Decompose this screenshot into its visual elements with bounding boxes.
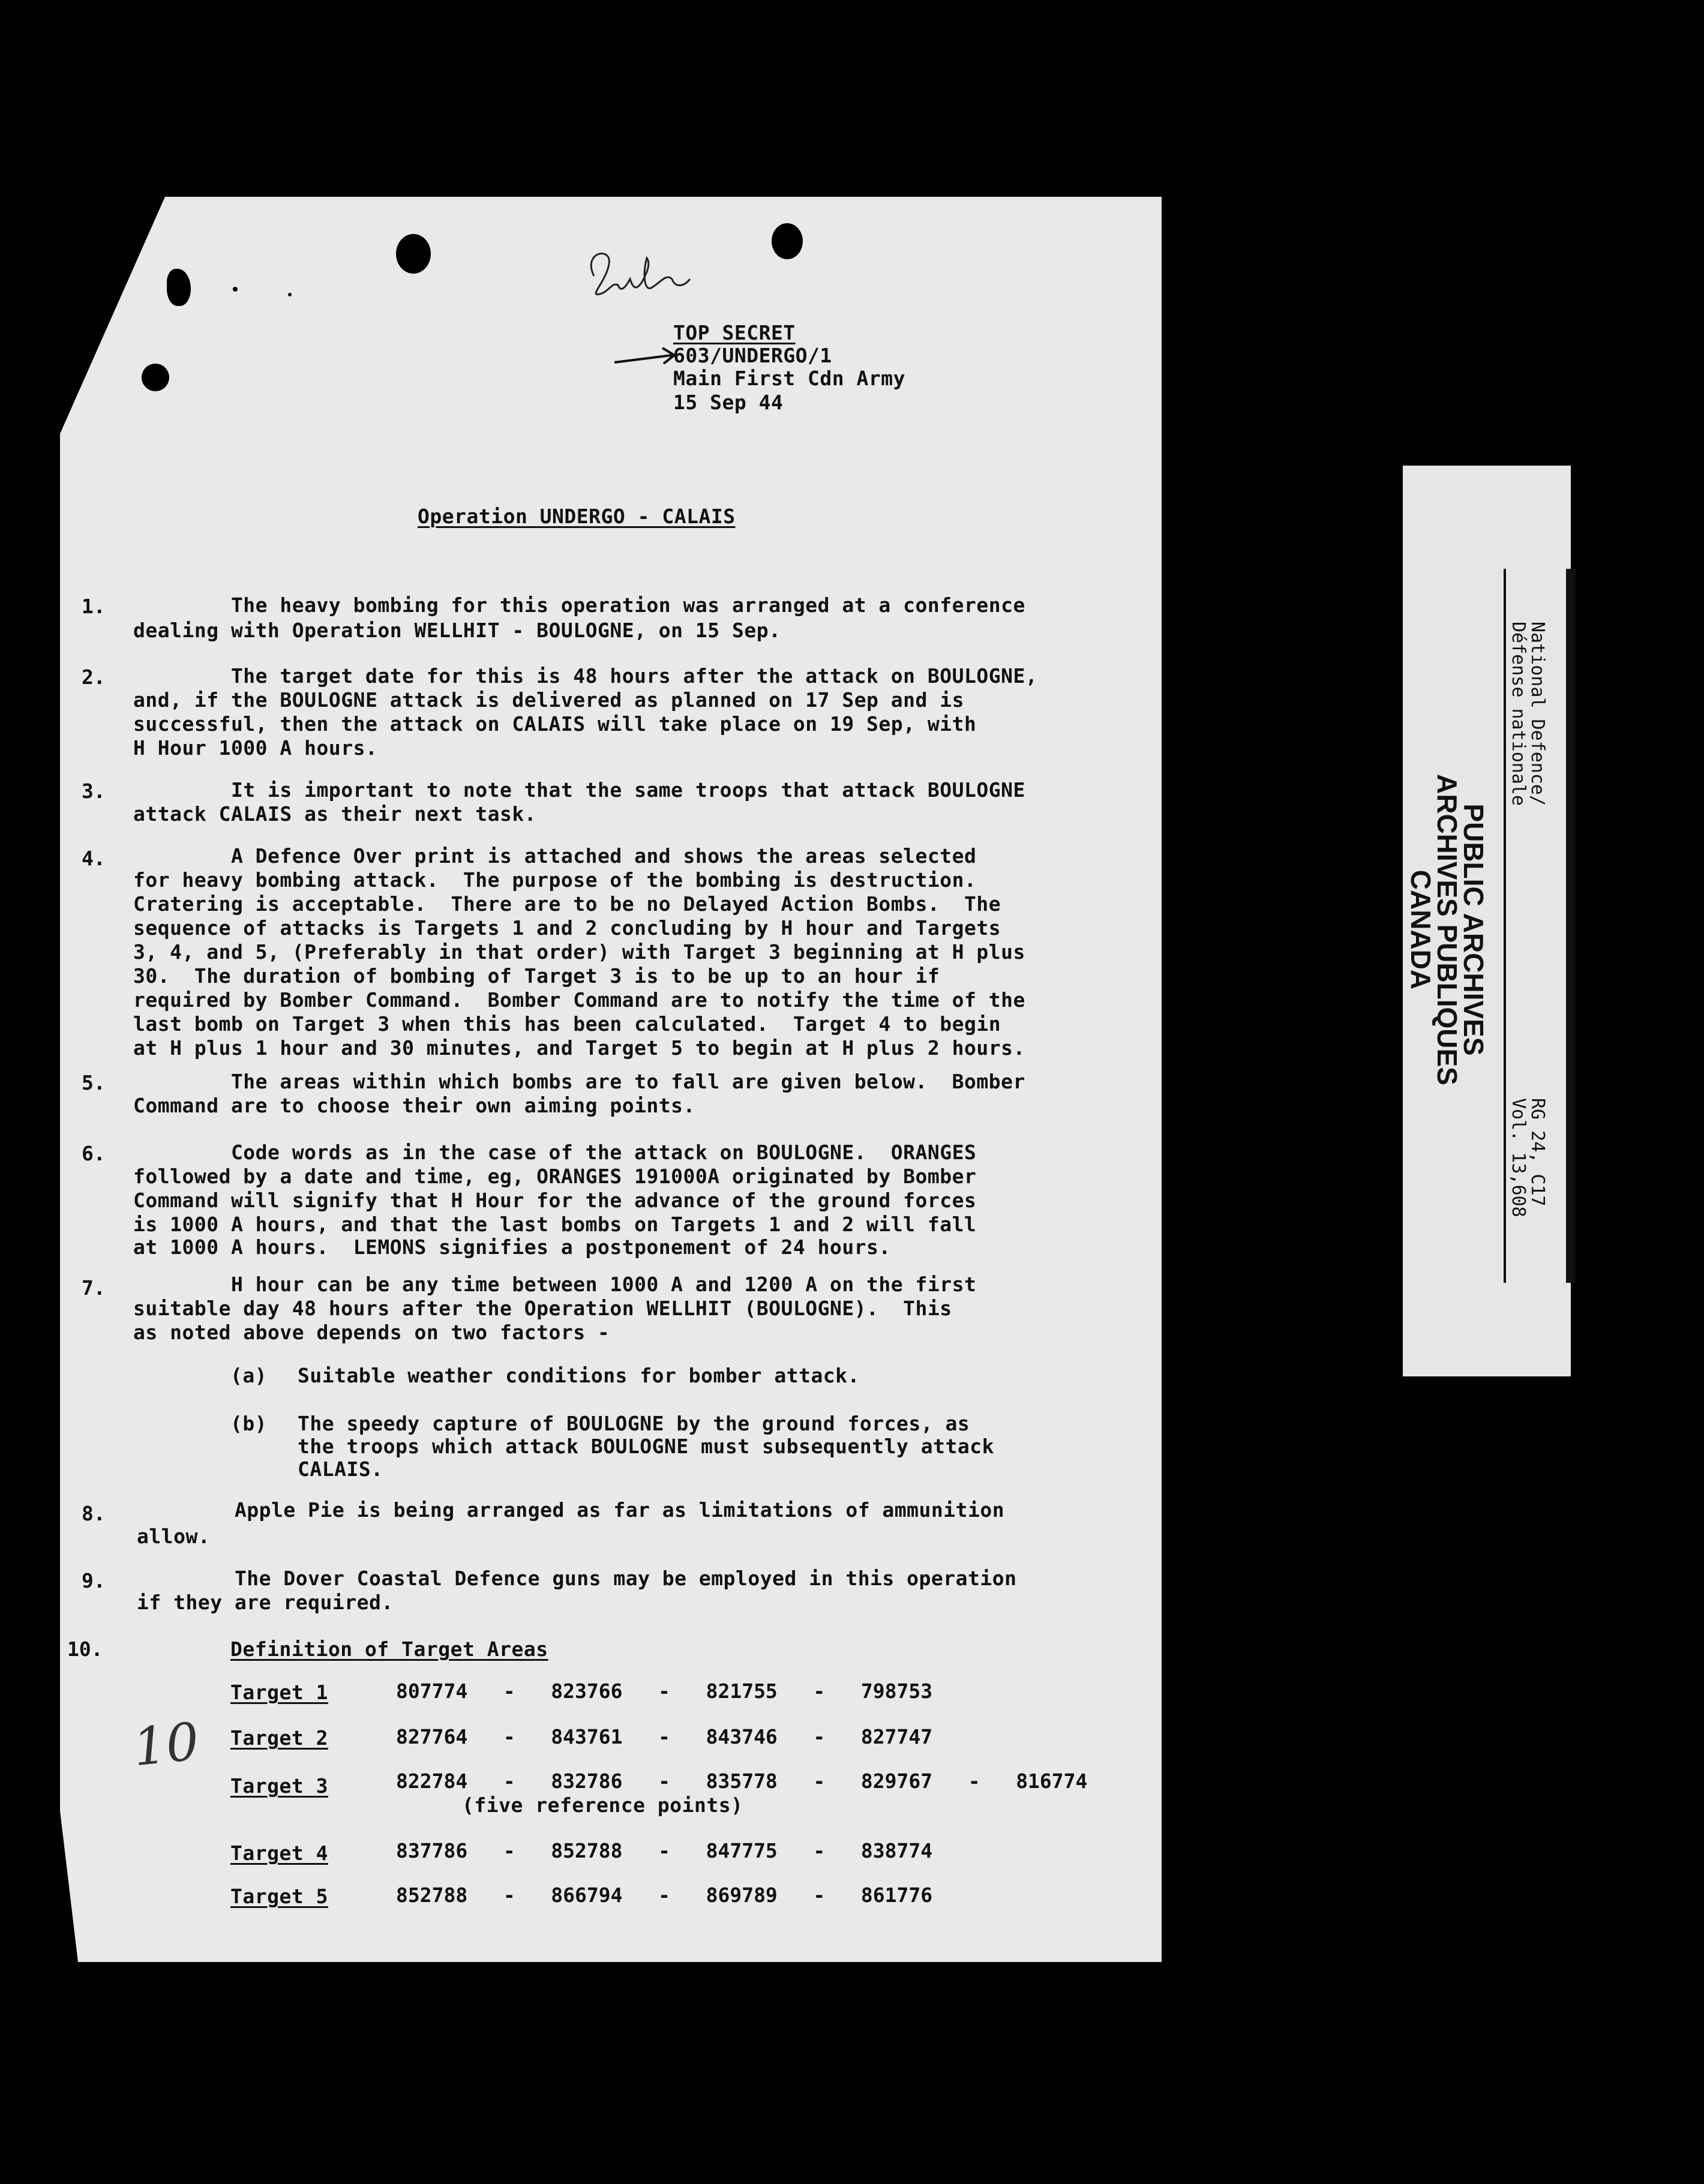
ink-spot xyxy=(233,287,238,292)
ink-spot xyxy=(167,269,191,306)
paragraph-line: The Dover Coastal Defence guns may be employed in this operation xyxy=(137,1567,1017,1590)
grid-ref: 852788 xyxy=(551,1839,623,1862)
target-name: Target 3 xyxy=(230,1774,328,1798)
paragraph-number: 8. xyxy=(82,1502,106,1525)
paragraph-line: is 1000 A hours, and that the last bombs on Targets 1 and 2 will fall xyxy=(133,1213,977,1236)
grid-ref: 866794 xyxy=(551,1883,623,1907)
paragraph-line: followed by a date and time, eg, ORANGES 191000A originated by Bomber xyxy=(133,1165,977,1188)
grid-ref: 843746 xyxy=(706,1725,778,1748)
grid-ref: 835778 xyxy=(706,1769,778,1793)
paragraph-number: 10. xyxy=(67,1637,103,1661)
paragraph-line: Apple Pie is being arranged as far as limitations of ammunition xyxy=(137,1498,1005,1522)
paragraph-number: 1. xyxy=(82,595,106,618)
paragraph-line: if they are required. xyxy=(137,1591,394,1614)
paragraph-line: 30. The duration of bombing of Target 3 is to be up to an hour if xyxy=(133,964,940,988)
document-title: Operation UNDERGO - CALAIS xyxy=(418,505,736,528)
paragraph-line: required by Bomber Command. Bomber Command are to notify the time of the xyxy=(133,988,1025,1012)
arrow-icon xyxy=(612,344,678,368)
target-name: Target 1 xyxy=(230,1681,328,1704)
paragraph-line: sequence of attacks is Targets 1 and 2 concluding by H hour and Targets xyxy=(133,916,1001,940)
handwritten-file-note xyxy=(576,240,708,306)
punch-hole xyxy=(396,234,431,274)
target-coordinates: 807774 - 823766 - 821755 - 798753 xyxy=(396,1679,933,1703)
archive-stamp-title: PUBLIC ARCHIVES ARCHIVES PUBLIQUES CANADA xyxy=(1405,774,1489,1085)
paragraph-line: at 1000 A hours. LEMONS signifies a postponement of 24 hours. xyxy=(133,1235,891,1259)
target-coordinates: 852788 - 866794 - 869789 - 861776 xyxy=(396,1883,933,1907)
grid-ref: 827747 xyxy=(860,1725,933,1748)
paragraph-number: 9. xyxy=(82,1569,106,1592)
grid-ref: 869789 xyxy=(706,1883,778,1907)
grid-ref: 829767 xyxy=(860,1769,933,1793)
grid-ref: 816774 xyxy=(1016,1769,1088,1793)
grid-ref: 827764 xyxy=(396,1725,468,1748)
paragraph-line: The heavy bombing for this operation was arranged at a conference xyxy=(133,593,1025,617)
target-name: Target 2 xyxy=(230,1726,328,1750)
grid-ref: 807774 xyxy=(396,1679,468,1703)
paragraph-number: 6. xyxy=(82,1142,106,1165)
target-name: Target 4 xyxy=(230,1841,328,1865)
paragraph-line: and, if the BOULOGNE attack is delivered as planned on 17 Sep and is xyxy=(133,688,965,712)
target-coordinates: 837786 - 852788 - 847775 - 838774 xyxy=(396,1839,933,1862)
paragraph-line: Command are to choose their own aiming points. xyxy=(133,1094,695,1117)
factor-line: Suitable weather conditions for bomber attack. xyxy=(298,1364,860,1387)
factor-label: (b) xyxy=(230,1412,268,1435)
grid-ref: 847775 xyxy=(706,1839,778,1862)
paragraph-line: Code words as in the case of the attack on BOULOGNE. ORANGES xyxy=(133,1141,977,1164)
paragraph-line: attack CALAIS as their next task. xyxy=(133,802,537,826)
archive-reference: RG 24, C17 Vol. 13,608 xyxy=(1508,1098,1548,1217)
paragraph-line: as noted above depends on two factors - xyxy=(133,1321,610,1344)
paragraph-line: dealing with Operation WELLHIT - BOULOGNE, on 15 Sep. xyxy=(133,619,781,642)
grid-ref: 798753 xyxy=(860,1679,933,1703)
grid-ref: 832786 xyxy=(551,1769,623,1793)
paragraph-line: A Defence Over print is attached and shows the areas selected xyxy=(133,844,977,868)
paragraph-number: 4. xyxy=(82,847,106,870)
paragraph-number: 2. xyxy=(82,665,106,689)
paragraph-number: 7. xyxy=(82,1276,106,1300)
target-name: Target 5 xyxy=(230,1885,328,1908)
grid-ref: 852788 xyxy=(396,1883,468,1907)
paragraph-line: 3, 4, and 5, (Preferably in that order) with Target 3 beginning at H plus xyxy=(133,940,1025,964)
grid-ref: 843761 xyxy=(551,1725,623,1748)
paragraph-line: for heavy bombing attack. The purpose of the bombing is destruction. xyxy=(133,868,977,892)
paragraph-line: Cratering is acceptable. There are to be no Delayed Action Bombs. The xyxy=(133,892,1001,916)
grid-ref: 861776 xyxy=(860,1883,933,1907)
archive-department: National Defence/ Défense nationale xyxy=(1508,622,1548,806)
factor-line: The speedy capture of BOULOGNE by the ground forces, as xyxy=(298,1412,970,1435)
punch-hole xyxy=(142,364,169,391)
file-reference: 603/UNDERGO/1 xyxy=(673,344,832,367)
paragraph-line: successful, then the attack on CALAIS will take place on 19 Sep, with xyxy=(133,712,977,736)
factor-line: CALAIS. xyxy=(298,1457,383,1481)
ink-spot xyxy=(288,293,292,296)
punch-hole xyxy=(772,223,803,259)
paragraph-number: 5. xyxy=(82,1071,106,1094)
grid-ref: 837786 xyxy=(396,1839,468,1862)
grid-ref: 838774 xyxy=(860,1839,933,1862)
paragraph-line: suitable day 48 hours after the Operation WELLHIT (BOULOGNE). This xyxy=(133,1297,952,1320)
target-coordinates: 827764 - 843761 - 843746 - 827747 xyxy=(396,1725,933,1748)
origin-line: Main First Cdn Army xyxy=(673,367,905,390)
paragraph-line: The areas within which bombs are to fall are given below. Bomber xyxy=(133,1070,1025,1093)
grid-ref: 822784 xyxy=(396,1769,468,1793)
section-heading: Definition of Target Areas xyxy=(230,1637,548,1661)
paragraph-number: 3. xyxy=(82,779,106,803)
paragraph-line: The target date for this is 48 hours after the attack on BOULOGNE, xyxy=(133,664,1038,688)
paragraph-line: allow. xyxy=(137,1525,211,1548)
paragraph-line: It is important to note that the same troops that attack BOULOGNE xyxy=(133,778,1025,802)
target-note: (five reference points) xyxy=(462,1793,743,1817)
target-coordinates: 822784 - 832786 - 835778 - 829767 - 816774 xyxy=(396,1769,1088,1793)
classification-marking: TOP SECRET xyxy=(673,321,796,344)
paragraph-line: H hour can be any time between 1000 A and 1200 A on the first xyxy=(133,1273,977,1296)
factor-line: the troops which attack BOULOGNE must subsequently attack xyxy=(298,1435,994,1458)
grid-ref: 823766 xyxy=(551,1679,623,1703)
date-line: 15 Sep 44 xyxy=(673,391,784,414)
paragraph-line: last bomb on Target 3 when this has been calculated. Target 4 to begin xyxy=(133,1012,1001,1036)
paragraph-line: Command will signify that H Hour for the advance of the ground forces xyxy=(133,1189,977,1212)
paragraph-line: at H plus 1 hour and 30 minutes, and Target 5 to begin at H plus 2 hours. xyxy=(133,1036,1025,1060)
factor-label: (a) xyxy=(230,1364,268,1387)
grid-ref: 821755 xyxy=(706,1679,778,1703)
paragraph-line: H Hour 1000 A hours. xyxy=(133,736,378,760)
handwritten-margin-note: 10 xyxy=(130,1711,202,1778)
